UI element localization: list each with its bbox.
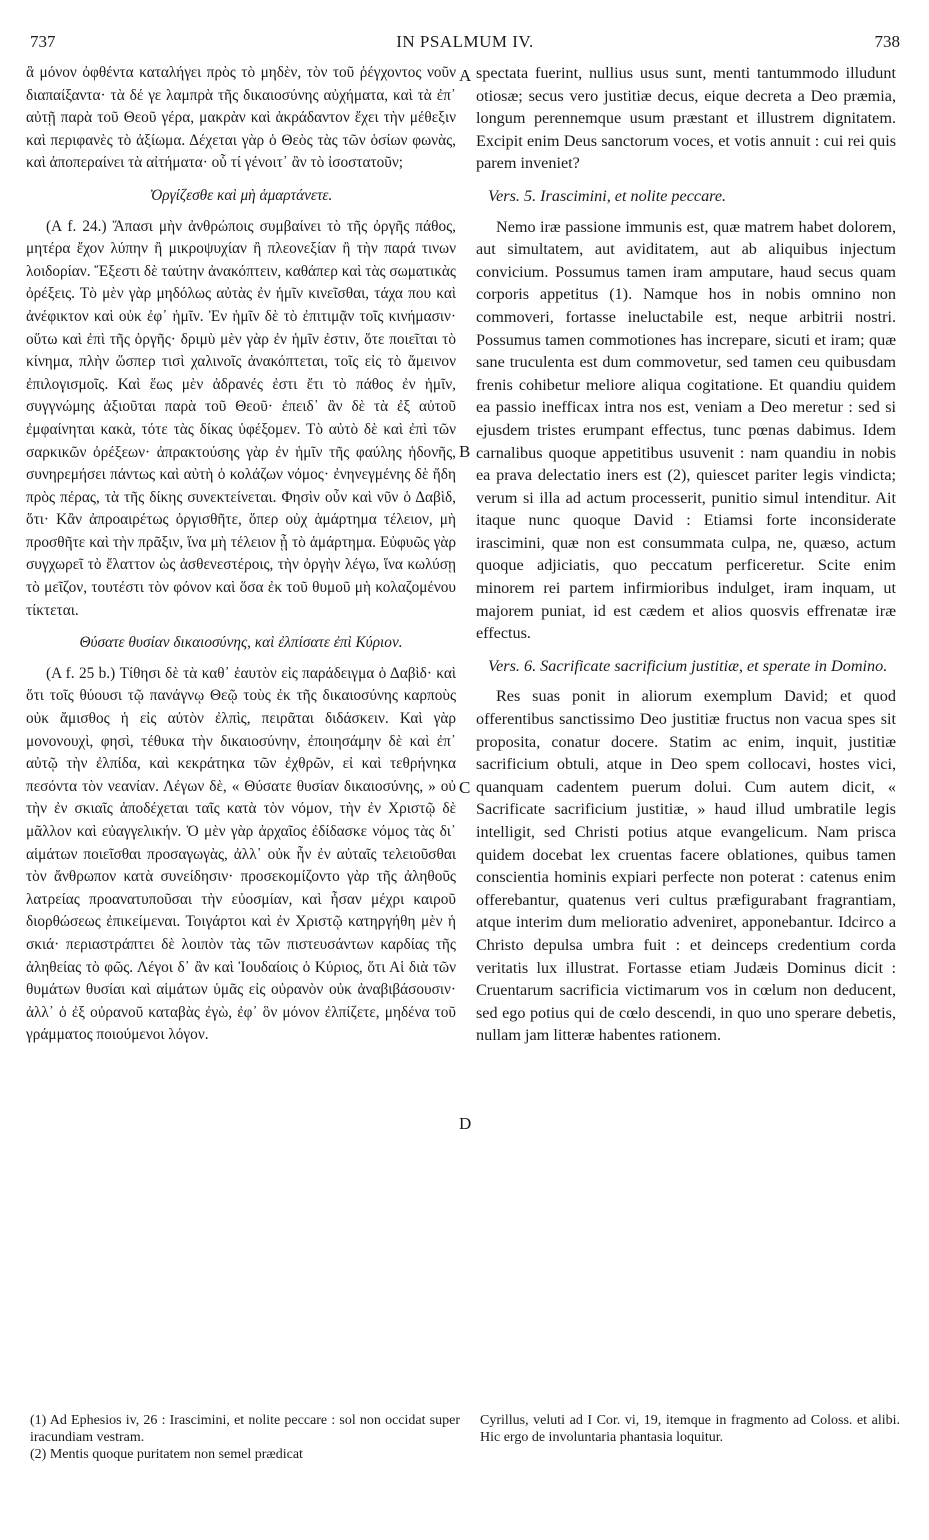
greek-verse-heading: Ὀργίζεσθε καὶ μὴ ἁμαρτάνετε. <box>149 186 333 204</box>
footnote: (2) Mentis quoque puritatem non semel prædicat <box>30 1447 303 1462</box>
running-title: IN PSALMUM IV. <box>396 32 534 51</box>
greek-paragraph: (A f. 25 b.) Τίθησι δὲ τὰ καθ᾿ ἑαυτὸν εἰς παράδειγμα ὁ Δαβὶδ· καὶ ὅτι τοῖς θύουσι τῷ πανάγνῳ Θεῷ τοὺς ἐκ τῆς δικαιοσύνης καρποὺς οὐκ ἄμισθος ἡ εἰς αὐτὸν ἐλπὶς, πειρᾶται διδάσκειν. Καὶ γὰρ μονονουχὶ, φησὶ, τέθυκα τὴν δικαιοσύνην, ἐποιησάμην δὲ καὶ ἐπ᾿ αὐτῷ τὴν ἐλπίδα, καὶ κεκράτηκα τῶν ἐχθρῶν, εἰ καὶ τεθρήνηκα πεσόντα τὸν νεανίαν. Λέγων δὲ, « Θύσατε θυσίαν δικαιοσύνης, » οὐ τὴν ἐν σκιαῖς ἀποδέχεται ταῖς κατὰ τὸν νόμον, τὴν ἐν Χριστῷ δὲ μᾶλλον καὶ εὐαγγελικήν. Ὁ μὲν γὰρ ἀρχαῖος ἐδίδασκε νόμος τὰς δι᾿ αἱμάτων ποιεῖσθαι προσαγωγὰς, ἀλλ᾿ οὐκ ἦν ἐν αὐταῖς τελειοῦσθαι τὸν ἄνθρωπον κατὰ συνείδησιν· προσεκομίζοντο γὰρ τῆς ἀληθοῦς λατρείας προανατυποῦσαι τὴν εὐοσμίαν, καὶ ἦσαν μέχρι καιροῦ διορθώσεως ἐπικείμεναι. Τοιγάρτοι καὶ ἐν Χριστῷ κατηργήθη μὲν ἡ σκιά· περιαστράπτει δὲ λοιπὸν τὰς τῶν πιστευσάντων καρδίας τῆς ἀληθείας τὸ φῶς. Λέγοι δ᾿ ἂν καὶ Ἰουδαίοις ὁ Κύριος, ὅτι Αἱ διὰ τῶν θυμάτων θυσίαι καὶ αἱμάτων ὑμᾶς εἰς οὐρανὸν οὐκ ἀναβιβάσουσιν· ἀλλ᾿ ὁ ἐξ οὐρανοῦ καταβὰς ἐγὼ, ἐφ᾿ ὃν μόνον ἐλπίζετε, μηδένα τοῦ γράμματος ποιούμενοι λόγον. <box>26 664 456 1044</box>
margin-marker-b: B <box>459 442 471 461</box>
greek-column <box>26 62 456 1047</box>
footnote: (1) Ad Ephesios iv, 26 : Irascimini, et nolite peccare : sol non occidat super iracundiam vestram. <box>30 1413 460 1445</box>
latin-paragraph: Res suas ponit in aliorum exemplum David; et quod offerentibus sanctissimo Deo justitiæ fructus non vacua spes sit proposita, conatur docere. Statim ac enim, inquit, justitiæ sacrificium obtuli, atque in Deo spem collocavi, hostes vici, quanquam cadentem puerum dolui. Cum autem dicit, « Sacrificate sacrificium justitiæ, » haud illud umbratile legis intelligit, sed Christi potius atque evangelicum. Nam prisca quidem docebat lex cruentas facere oblationes, quibus tamen conscientia hominis expiari perfecte non poterat : catenus enim offerebantur, quatenus veri cultus præfigurabant fragrantiam, atque interim dum melioratio adveniret, apponebantur. Idcirco a Christo depulsa umbra fuit : et deinceps credentium corda veritatis lux illustrat. Fortasse etiam Judæis Dominus dicit : Cruentarum sacrificia victimarum vos in cœlum non deducent, sed ego potius qui de cœlo descendi, in quo uno sperare debetis, nullam jam litteræ habentes rationem. <box>476 687 896 1045</box>
page-number-right: 738 <box>874 32 900 51</box>
margin-marker-d: D <box>459 1114 472 1133</box>
greek-verse-heading: Θύσατε θυσίαν δικαιοσύνης, καὶ ἐλπίσατε ἐπὶ Κύριον. <box>79 634 403 652</box>
latin-paragraph: spectata fuerint, nullius usus sunt, menti tantummodo illudunt otiosæ; secus vero justitiæ decus, eique decreta a Deo præmia, longum perennemque usum præstant et illustrem dignitatem. Excipit enim Deus sanctorum voces, et votis annuit : cui rei quis parem inveniet? <box>476 64 896 173</box>
running-header <box>30 32 900 56</box>
margin-marker-c: C <box>459 778 471 797</box>
margin-marker-a: A <box>459 66 472 85</box>
footnote-continuation: Cyrillus, veluti ad I Cor. vi, 19, itemque in fragmento ad Coloss. et alibi. Hic ergo de involuntaria phantasia loquitur. <box>480 1413 900 1445</box>
greek-paragraph: ἃ μόνον ὀφθέντα καταλήγει πρὸς τὸ μηδὲν, τὸν τοῦ ῥέγχοντος νοῦν διαπαίξαντα· τὰ δέ γε λαμπρὰ τῆς δικαιοσύνης αὐχήματα, καὶ τὰ ἐπ᾿ αὐτῇ παρὰ τοῦ Θεοῦ γέρα, μακρὰν καὶ ἀκράδαντον ἔχει τὴν μέθεξιν καὶ περιφανὲς τὸ ἀξίωμα. Δέχεται γὰρ ὁ Θεὸς τὰς τῶν ὁσίων φωνὰς, καὶ ἀποπεραίνει τὰ αἰτήματα· οὗ τί γένοιτ᾿ ἂν τὸ ἰσοστατοῦν; <box>26 64 456 172</box>
greek-paragraph: (A f. 24.) Ἅπασι μὴν ἀνθρώποις συμβαίνει τὸ τῆς ὀργῆς πάθος, μητέρα ἔχον λύπην ἢ μικροψυχίαν ἢ πλεονεξίαν ἢ τὴν παρά τινων λοιδορίαν. Ἔξεστι δὲ ταύτην ἀνακόπτειν, καθάπερ καὶ τὰς σωματικὰς ὀρέξεις. Τὸ μὲν γὰρ μηδόλως αὐτὰς ἐν ἡμῖν κινεῖσθαι, τάχα που καὶ ἀνέφικτον καὶ οὐκ ἐφ᾿ ἡμῖν. Ἐν ἡμῖν δὲ τὸ ἐπιτιμᾷν τοῖς κινήμασιν· οὕτω καὶ ἐπὶ τῆς ὀργῆς· δριμὺ μὲν γὰρ ἐν ἡμῖν ἐστιν, ὅτε ποιεῖται τὸ κίνημα, πλὴν ὥσπερ τισὶ χαλινοῖς ἀνακόπτεται, τοῖς εἰς τὸ ἄμεινον ἐπιλογισμοῖς. Καὶ ἕως μὲν ἀδρανές ἐστι ἔτι τὸ πάθος ἐν ἡμῖν, συγγνώμης ἀξιοῦται παρὰ τοῦ Θεοῦ· ἐπειδ᾿ ἂν δὲ τὰ ἐξ αὐτοῦ ἐμφαίνηται κακὰ, τότε τὰς δίκας ὑφέξομεν. Τὸ αὐτὸ δὲ καὶ ἐπὶ τῶν σαρκικῶν ὀρέξεων· ἀπρακτούσης γὰρ ἐν ἡμῖν τῆς φαύλης ἡδονῆς, συνηρεμήσει πάντως καὶ αὐτὴ ὁ κολάζων νόμος· ἐνηνεγμένης δὲ ἤδη πρὸς πέρας, τὰ τῆς δίκης συνεκτείνεται. Φησὶν οὖν καὶ νῦν ὁ Δαβὶδ, ὅτι· Κἂν ἀπροαιρέτως ὀργισθῆτε, ὅπερ οὐχ ἁμάρτημα τέλειον, μὴ προσθῆτε καὶ τὴν πρᾶξιν, ἵνα μὴ τέλειον ᾖ τὸ ἁμάρτημα. Εὐφυῶς γὰρ συγχωρεῖ τὸ ἔλαττον ὡς ἀσθενεστέροις, τὴν ὀργὴν λέγω, ἵνα κωλύσῃ τὸ μεῖζον, τουτέστι τὸν φόνον καὶ ὅσα ἐκ τοῦ θυμοῦ μὴ κολαζομένου τίκτεται. <box>26 217 456 619</box>
latin-column <box>476 62 896 1047</box>
footnotes-right <box>480 1412 900 1446</box>
page-number-left: 737 <box>30 32 56 51</box>
footnotes-left <box>30 1412 460 1463</box>
latin-verse-heading: Vers. 6. Sacrificate sacrificium justitiæ, et sperate in Domino. <box>488 656 888 675</box>
latin-paragraph: Nemo iræ passione immunis est, quæ matrem habet dolorem, aut simultatem, aut aviditatem, aut ab aliquibus injectum convicium. Possumus tamen iram amputare, haud secus quam corporis appetitus (1). Namque hos in nobis omnino non commoveri, fortasse ineluctabile est, neque arbitrii nostri. Possumus tamen commotiones has increpare, sicuti et iram; quæ sane truculenta est dum commovetur, sed tamen ceu quibusdam frenis cohibetur meliore aliqua cogitatione. Et quandiu quidem ea passio inefficax intra nos est, veniam a Deo meretur : sed si ejusdem tristes erumpant effectus, tunc pœnas dabimus. Idem carnalibus quoque appetitibus usuvenit : nam quandiu in nobis ea prava delectatio iners est (2), quiescet pariter legis vindicta; verum si illa ad actum processerit, punitio simul intenditur. Ait itaque nunc quoque David : Etiamsi forte inconsiderate irascimini, quæ non est consummata culpa, ne, quæso, actum quoque adjiciatis, quo peccatum perficeretur. Scite enim minorem rei partem infirmioribus indulget, iram inquam, ut majorem puniat, id est cædem et alios quosvis effrenatæ iræ effectus. <box>476 217 896 643</box>
latin-verse-heading: Vers. 5. Irascimini, et nolite peccare. <box>488 186 727 205</box>
